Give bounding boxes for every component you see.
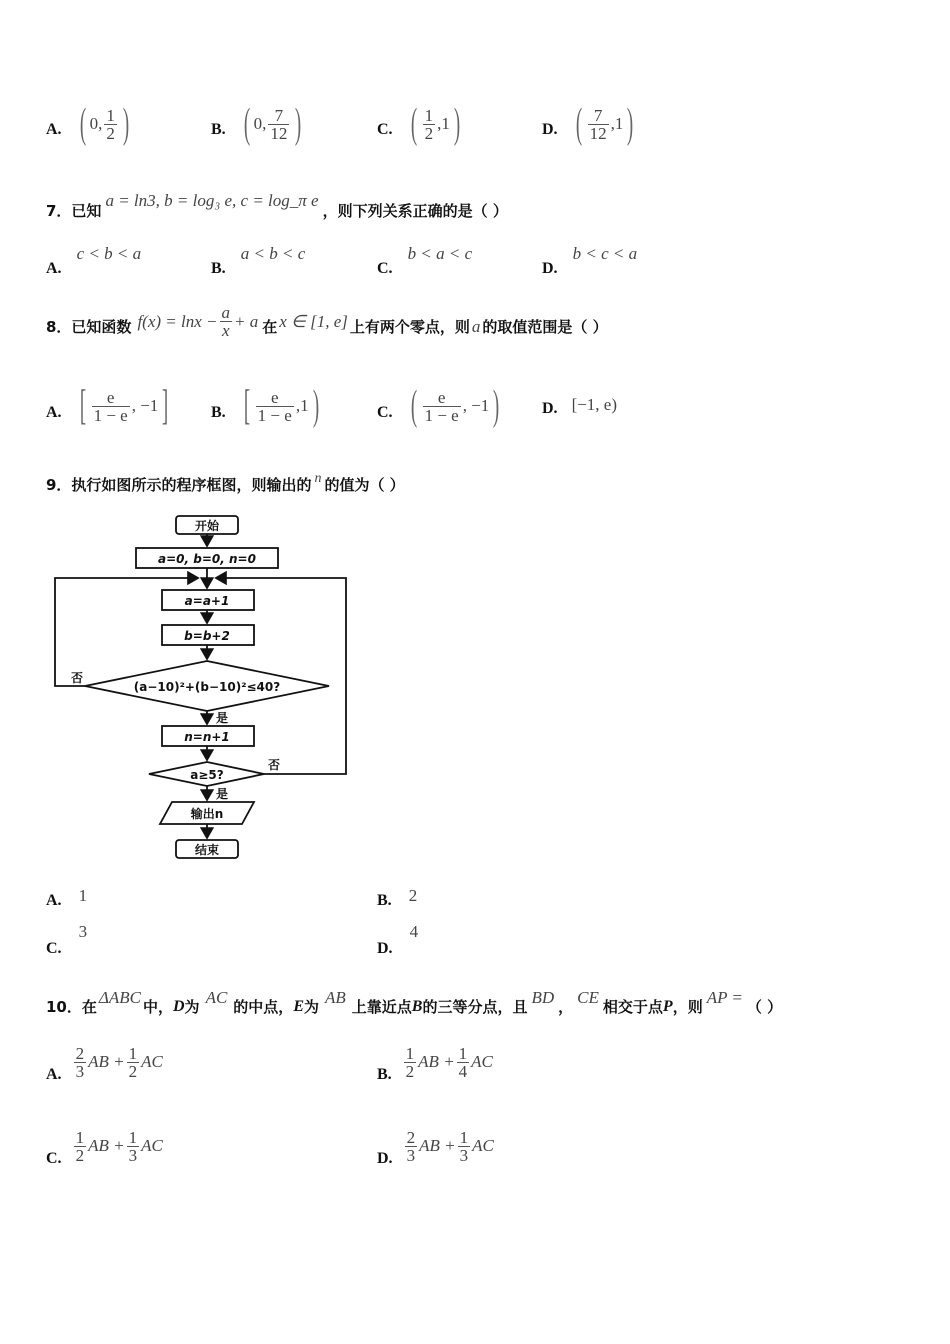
option-label: A. <box>46 121 62 138</box>
q10-option-d[interactable] <box>377 1124 494 1168</box>
flow-end-text: 结束 <box>194 843 220 857</box>
fraction-denominator: 1 − e <box>93 405 128 425</box>
fraction-numerator: e <box>270 387 279 407</box>
interval-right: ,1 <box>610 114 624 133</box>
question-text: 中， <box>142 998 173 1016</box>
bracket-left: [ <box>243 383 250 429</box>
fraction-denominator: 3 <box>75 1061 85 1081</box>
q6-option-c[interactable] <box>377 101 464 147</box>
flow-no1-label: 否 <box>70 671 84 685</box>
paren-left: ( <box>79 101 86 147</box>
fraction-numerator: 1 <box>405 1043 415 1063</box>
bracket-right: ) <box>312 383 319 429</box>
fraction-numerator: 7 <box>274 105 284 125</box>
option-math: a < b < c <box>240 244 306 263</box>
q7-option-d[interactable] <box>542 244 638 277</box>
flow-step1-text: a=a+1 <box>184 594 230 608</box>
q7-option-c[interactable] <box>377 244 473 277</box>
vector-term: AB + <box>88 1052 125 1071</box>
question-math: CE <box>577 987 599 1007</box>
option-label: A. <box>46 892 62 909</box>
fraction-denominator: x <box>221 321 230 340</box>
question-text: ，则 <box>672 998 703 1016</box>
fraction-denominator: 1 − e <box>257 405 292 425</box>
flow-cond1-text: (a−10)²+(b−10)²≤40? <box>133 680 281 694</box>
interval-right: , −1 <box>462 396 490 415</box>
flow-step3-text: n=n+1 <box>184 730 230 744</box>
question-math: BD <box>531 987 555 1007</box>
q9-stem <box>46 468 405 495</box>
fraction-denominator: 1 − e <box>424 405 459 425</box>
question-text: 的三等分点，且 <box>422 998 528 1016</box>
fraction-denominator: 2 <box>424 123 434 143</box>
option-label: B. <box>377 1066 392 1083</box>
option-value: 1 <box>78 886 88 905</box>
question-math: f(x) = lnx − <box>137 311 218 331</box>
flow-loop-left <box>55 578 198 686</box>
question-text: 的值为（ ） <box>324 476 405 494</box>
question-text: 的取值范围是（ ） <box>482 318 608 336</box>
paren-right: ) <box>453 101 460 147</box>
q8-option-c[interactable] <box>377 383 503 429</box>
fraction-denominator: 3 <box>406 1145 416 1165</box>
q10-option-a[interactable] <box>46 1040 163 1084</box>
fraction-denominator: 12 <box>270 123 288 143</box>
option-label: C. <box>46 1150 62 1167</box>
flow-cond2-text: a≥5? <box>190 768 224 782</box>
option-math: c < b < a <box>76 244 142 263</box>
question-text: 在 <box>262 318 278 336</box>
fraction-numerator: 2 <box>406 1127 416 1147</box>
option-label: D. <box>542 121 558 138</box>
option-value: 4 <box>409 922 419 941</box>
question-math: x ∈ [1, e] <box>279 311 348 331</box>
fraction-numerator: 1 <box>106 105 115 125</box>
q9-option-c[interactable] <box>46 922 88 957</box>
option-label: D. <box>377 940 393 957</box>
interval-left: 0, <box>253 114 267 133</box>
question-text: 为 <box>184 998 200 1016</box>
flow-start-text: 开始 <box>194 519 220 533</box>
flow-no2-label: 否 <box>267 758 281 772</box>
paren-right: ) <box>122 101 129 147</box>
vector-term: AB + <box>88 1136 125 1155</box>
fraction-numerator: 2 <box>75 1043 85 1063</box>
option-label: C. <box>46 940 62 957</box>
option-value: 3 <box>78 922 88 941</box>
q8-option-a[interactable] <box>46 383 172 429</box>
option-value: 2 <box>408 886 418 905</box>
flowchart <box>50 508 355 863</box>
option-label: B. <box>211 404 226 421</box>
question-text: 10．在 <box>46 998 97 1016</box>
q8-option-d[interactable] <box>542 386 617 418</box>
question-text: （ ） <box>746 998 783 1016</box>
question-text: 9．执行如图所示的程序框图，则输出的 <box>46 476 312 494</box>
q9-option-d[interactable] <box>377 922 419 957</box>
paren-right: ) <box>627 101 634 147</box>
question-math: D <box>172 997 185 1015</box>
option-label: C. <box>377 121 393 138</box>
bracket-right: ) <box>493 383 500 429</box>
fraction-denominator: 3 <box>459 1145 469 1165</box>
question-text: 的中点， <box>233 998 294 1016</box>
vector-term: AB + <box>419 1136 456 1155</box>
option-label: A. <box>46 260 62 277</box>
vector-term: AC <box>471 1052 493 1071</box>
option-label: B. <box>211 260 226 277</box>
option-math: b < c < a <box>572 244 638 263</box>
q7-stem <box>46 186 508 221</box>
interval-right: ,1 <box>437 114 450 133</box>
option-label: C. <box>377 260 393 277</box>
flow-yes2-label: 是 <box>215 787 229 801</box>
option-label: B. <box>377 892 392 909</box>
flow-output-text: 输出n <box>190 807 224 821</box>
flow-init-text: a=0, b=0, n=0 <box>158 552 256 566</box>
question-math: E <box>293 997 304 1015</box>
fraction-numerator: 1 <box>128 1127 138 1147</box>
q6-option-d[interactable] <box>542 101 637 147</box>
paren-left: ( <box>575 101 582 147</box>
question-math: ΔABC <box>98 987 141 1007</box>
fraction-denominator: 2 <box>128 1061 138 1081</box>
question-math: AP = <box>706 987 743 1007</box>
fraction-denominator: 3 <box>128 1145 138 1165</box>
bracket-left: ( <box>410 383 417 429</box>
option-label: D. <box>542 400 558 417</box>
fraction-denominator: 2 <box>405 1061 415 1081</box>
question-math: B <box>411 997 423 1015</box>
vector-term: AC <box>141 1052 163 1071</box>
fraction-numerator: 1 <box>75 1127 85 1147</box>
question-text: ，则下列关系正确的是（ ） <box>322 202 508 220</box>
q10-option-c[interactable] <box>46 1124 163 1168</box>
question-math: AB <box>325 987 346 1007</box>
interval-right: ,1 <box>295 396 309 415</box>
question-text: 8．已知函数 <box>46 318 132 336</box>
option-label: D. <box>542 260 558 277</box>
option-math: b < a < c <box>407 244 473 263</box>
question-text: 相交于点 <box>602 998 663 1016</box>
question-math: AC <box>205 987 228 1007</box>
fraction-denominator: 2 <box>75 1145 85 1165</box>
fraction-numerator: 7 <box>593 105 603 125</box>
vector-term: AB + <box>418 1052 455 1071</box>
paren-right: ) <box>295 101 302 147</box>
question-math: P <box>662 997 673 1015</box>
vector-term: AC <box>472 1136 494 1155</box>
fraction-denominator: 2 <box>106 123 115 143</box>
q9-option-b[interactable] <box>377 886 418 909</box>
q8-option-b[interactable] <box>211 383 323 429</box>
paren-left: ( <box>410 101 417 147</box>
q7-option-b[interactable] <box>211 244 306 277</box>
option-label: D. <box>377 1150 393 1167</box>
q10-option-b[interactable] <box>377 1040 493 1084</box>
fraction-numerator: 1 <box>459 1127 469 1147</box>
q7-option-a[interactable] <box>46 244 142 277</box>
vector-term: AC <box>141 1136 163 1155</box>
fraction-numerator: e <box>106 387 115 407</box>
flow-step2-text: b=b+2 <box>184 629 230 643</box>
option-label: C. <box>377 404 393 421</box>
bracket-left: [ <box>79 383 86 429</box>
option-math: [−1, e) <box>571 395 618 414</box>
interval-right: , −1 <box>131 396 159 415</box>
flow-yes1-label: 是 <box>215 711 229 725</box>
question-text: 上靠近点 <box>351 998 412 1016</box>
q10-stem <box>46 984 782 1017</box>
fraction-numerator: 1 <box>458 1043 468 1063</box>
option-label: B. <box>211 121 226 138</box>
question-math: a = ln3, b = log₃ e, c = log_π e <box>105 190 319 210</box>
q8-stem <box>46 304 608 339</box>
question-text: 7．已知 <box>46 202 102 220</box>
question-math: a <box>471 316 481 336</box>
paren-left: ( <box>243 101 250 147</box>
fraction-numerator: e <box>437 387 446 407</box>
interval-left: 0, <box>89 114 103 133</box>
fraction-denominator: 4 <box>458 1061 468 1081</box>
option-label: A. <box>46 1066 62 1083</box>
question-text: ， <box>558 998 574 1016</box>
fraction-numerator: 1 <box>128 1043 138 1063</box>
fraction-numerator: 1 <box>424 105 434 125</box>
question-math: n <box>314 470 322 486</box>
q6-option-a[interactable] <box>46 101 133 147</box>
q6-option-b[interactable] <box>211 101 305 147</box>
fraction-numerator: a <box>221 303 231 322</box>
option-label: A. <box>46 404 62 421</box>
q9-option-a[interactable] <box>46 886 88 909</box>
question-math: + a <box>234 311 259 331</box>
question-text: 为 <box>303 998 319 1016</box>
fraction-denominator: 12 <box>589 123 607 143</box>
bracket-right: ] <box>162 383 169 429</box>
question-text: 上有两个零点，则 <box>349 318 470 336</box>
